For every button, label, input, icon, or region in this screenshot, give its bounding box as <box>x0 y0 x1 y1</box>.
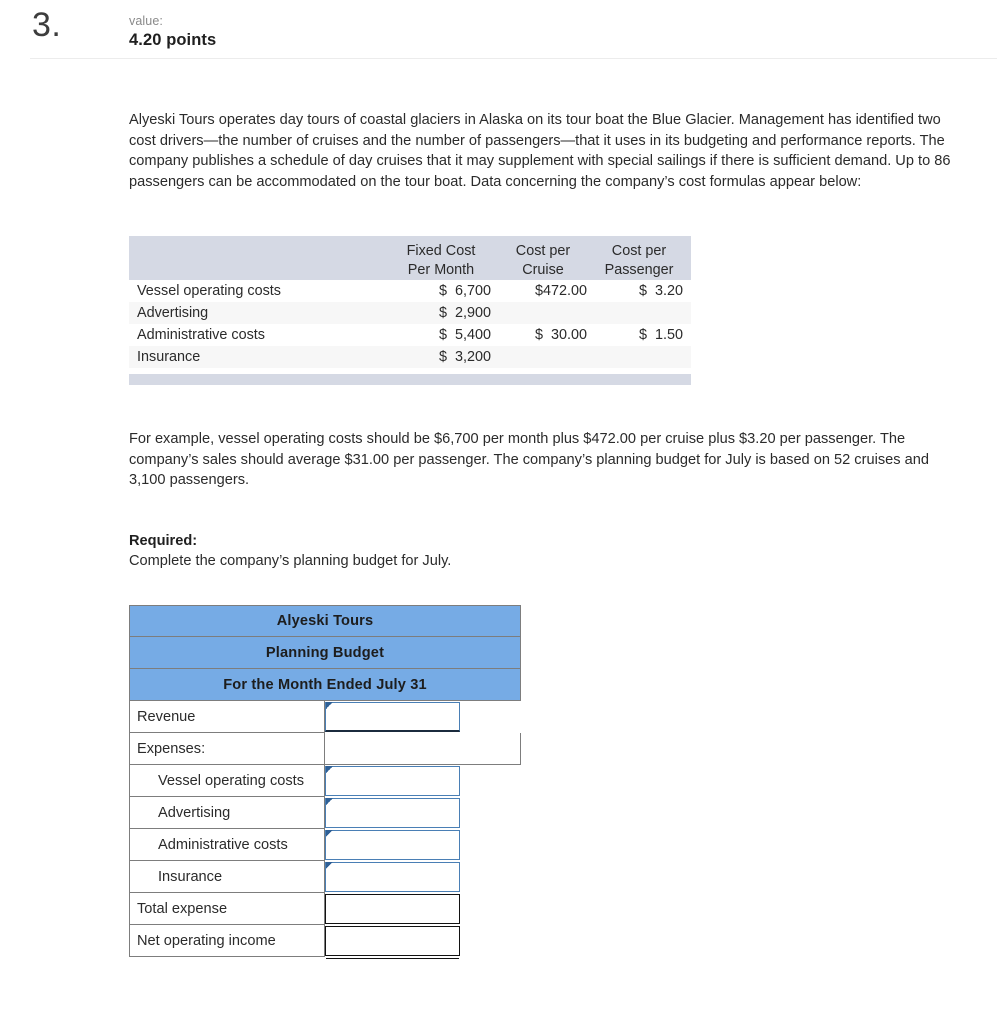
value-label: value: <box>129 14 163 28</box>
table-row <box>129 324 691 346</box>
cost-row-cost-per-cruise <box>499 346 595 368</box>
cost-row-label: Insurance <box>137 349 201 365</box>
table-row <box>129 346 691 368</box>
budget-row <box>129 765 521 797</box>
col-header-cruise-line1: Cost per <box>515 243 571 259</box>
budget-row-label-total-expense: Total expense <box>129 893 325 925</box>
budget-report-title: Planning Budget <box>129 637 521 669</box>
cost-formula-table-footer-bar <box>129 374 691 385</box>
budget-row <box>129 829 521 861</box>
budget-title-row-3 <box>129 669 521 701</box>
question-number: 3. <box>32 6 62 44</box>
budget-row-total-cell <box>325 925 521 957</box>
budget-input-vessel-operating-costs[interactable] <box>325 766 460 796</box>
cost-row-label: Vessel operating costs <box>137 283 281 299</box>
spacer <box>129 192 997 236</box>
cost-row-cost-per-passenger: $ 3.20 <box>638 283 683 299</box>
planning-budget-form <box>129 605 521 957</box>
budget-total-value-net-operating-income <box>325 926 460 956</box>
question-value-block <box>129 14 216 51</box>
budget-row-label-revenue: Revenue <box>129 701 325 733</box>
col-header-fixed-cost-per-month <box>391 236 499 280</box>
cost-formula-table-body <box>129 280 691 368</box>
budget-total-value-total-expense <box>325 894 460 924</box>
cost-row-fixed-cost: $ 2,900 <box>438 305 491 321</box>
budget-row-value-cell <box>325 797 521 829</box>
col-header-fixed-cost-line2: Per Month <box>407 262 475 278</box>
cost-row-cost-per-cruise <box>499 302 595 324</box>
budget-row <box>129 797 521 829</box>
cost-row-label: Advertising <box>137 305 209 321</box>
budget-row-label-expenses: Expenses: <box>129 733 325 765</box>
spacer <box>129 571 997 605</box>
budget-row <box>129 925 521 957</box>
planning-budget-body <box>129 605 521 957</box>
budget-title-row-2 <box>129 637 521 669</box>
budget-input-revenue[interactable] <box>325 702 460 732</box>
cost-formula-table <box>129 236 691 368</box>
cost-row-fixed-cost: $ 6,700 <box>438 283 491 299</box>
cost-row-cost-per-cruise: $472.00 <box>534 283 587 299</box>
cost-row-cost-per-passenger: $ 1.50 <box>638 327 683 343</box>
question-header <box>0 0 997 58</box>
col-header-cruise-line2: Cruise <box>522 262 564 278</box>
budget-company-title: Alyeski Tours <box>129 605 521 637</box>
budget-input-advertising[interactable] <box>325 798 460 828</box>
question-content <box>0 58 997 957</box>
cost-formula-header-row <box>129 236 691 280</box>
col-header-passenger-line2: Passenger <box>604 262 674 278</box>
cost-row-label: Administrative costs <box>137 327 265 343</box>
cost-row-cost-per-passenger <box>595 302 691 324</box>
cost-row-cost-per-cruise: $ 30.00 <box>534 327 587 343</box>
budget-title-row-1 <box>129 605 521 637</box>
budget-row-value-cell <box>325 701 521 733</box>
budget-period-title: For the Month Ended July 31 <box>129 669 521 701</box>
col-header-item <box>129 236 391 280</box>
budget-input-insurance[interactable] <box>325 862 460 892</box>
problem-paragraph: Alyeski Tours operates day tours of coastal glaciers in Alaska on its tour boat the Blue Glacier. Management has identified two cost drivers—the number of cruises and the number of passengers—that it uses in its budgeting and performance reports. The company publishes a schedule of day cruises that it may supplement with special sailings if there is sufficient demand. Up to 86 passengers can be accommodated on the tour boat. Data concerning the company’s cost formulas appear below: <box>129 112 951 190</box>
cost-row-fixed-cost: $ 5,400 <box>438 327 491 343</box>
budget-row <box>129 893 521 925</box>
col-header-fixed-cost-line1: Fixed Cost <box>406 243 476 259</box>
budget-row-value-cell <box>325 765 521 797</box>
col-header-cost-per-passenger <box>595 236 691 280</box>
budget-row-label-vessel-operating-costs: Vessel operating costs <box>129 765 325 797</box>
table-row <box>129 302 691 324</box>
budget-row-value-cell <box>325 829 521 861</box>
table-row <box>129 280 691 302</box>
budget-row <box>129 733 521 765</box>
col-header-cost-per-cruise <box>499 236 595 280</box>
example-paragraph: For example, vessel operating costs should be $6,700 per month plus $472.00 per cruise plus $3.20 per passenger. The company’s sales should average $31.00 per passenger. The company’s planning budget for July is based on 52 cruises and 3,100 passengers. <box>129 431 929 488</box>
required-heading: Required: <box>129 532 198 549</box>
budget-row-label-administrative-costs: Administrative costs <box>129 829 325 861</box>
budget-row-label-insurance: Insurance <box>129 861 325 893</box>
cost-row-fixed-cost: $ 3,200 <box>438 349 491 365</box>
budget-input-administrative-costs[interactable] <box>325 830 460 860</box>
cost-formula-table-head <box>129 236 691 280</box>
points-value: 4.20 points <box>129 31 217 49</box>
budget-row-value-cell <box>325 861 521 893</box>
cost-row-cost-per-passenger <box>595 346 691 368</box>
spacer <box>129 491 997 531</box>
budget-row-total-cell <box>325 893 521 925</box>
budget-row-spacer-cell <box>325 733 521 765</box>
col-header-passenger-line1: Cost per <box>611 243 667 259</box>
required-instruction: Complete the company’s planning budget for July. <box>129 552 452 569</box>
spacer <box>129 385 997 429</box>
budget-row <box>129 701 521 733</box>
budget-row-label-net-operating-income: Net operating income <box>129 925 325 957</box>
budget-row <box>129 861 521 893</box>
budget-row-label-advertising: Advertising <box>129 797 325 829</box>
